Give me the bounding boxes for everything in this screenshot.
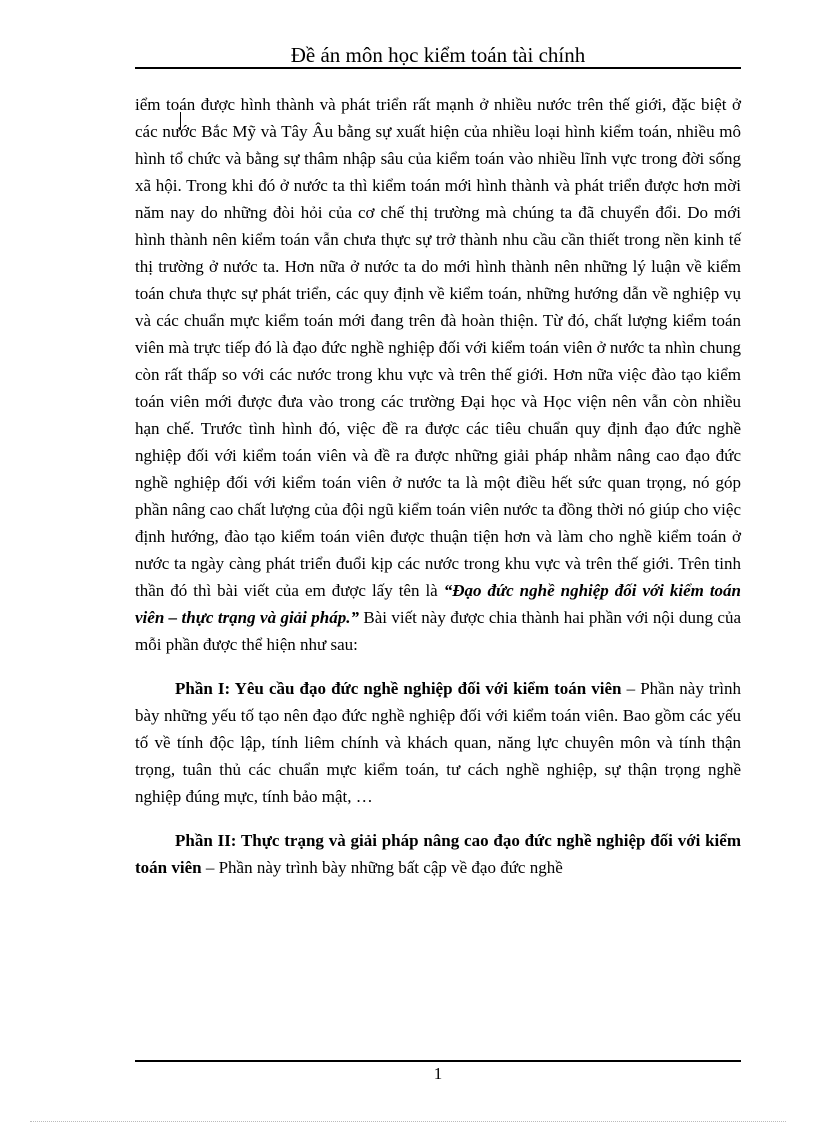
intro-text-end: Bài viết này được chia thành hai phần với nội dung của mỗi phần được thể hiện như sau: bbox=[135, 608, 741, 654]
paragraph-spacer bbox=[135, 810, 741, 827]
part2-paragraph bbox=[135, 827, 741, 881]
essay-title: “Đạo đức nghề nghiệp đối với kiểm toán viên – thực trạng và giải pháp.” bbox=[135, 581, 741, 627]
page-header-title: Đề án môn học kiểm toán tài chính bbox=[290, 43, 586, 67]
part1-heading: Phần I: Yêu cầu đạo đức nghề nghiệp đối với kiểm toán viên bbox=[175, 679, 622, 698]
intro-text: iểm toán được hình thành và phát triển rất mạnh ở nhiều nước trên thế giới, đặc biệt ở các nước Bắc Mỹ và Tây Âu bằng sự xuất hiện của nhiều loại hình kiểm toán, nhiều mô hình tổ chức và bằng sự thâm nhập sâu của kiểm toán vào nhiều lĩnh vực trong đời sống xã hội. Trong khi đó ở nước ta thì kiểm toán mới hình thành và phát triển được hơn mời năm nay do những đòi hỏi của cơ chế thị trường mà chúng ta đã chuyển đổi. Do mới hình thành nên kiểm toán vẫn chưa thực sự trở thành nhu cầu cần thiết trong nền kinh tế thị trường ở nước ta. Hơn nữa ở nước ta do mới hình thành nên những lý luận về kiểm toán chưa thực sự phát triển, các quy định về kiểm toán, những hướng dẫn về nghiệp vụ và các chuẩn mực kiểm toán mới đang trên đà hoàn thiện. Từ đó, chất lượng kiểm toán viên mà trực tiếp đó là đạo đức nghề nghiệp đối với kiểm toán viên ở nước ta nhìn chung còn rất thấp so với các nước trong khu vực và trên thế giới. Hơn nữa việc đào tạo kiểm toán viên mới được đưa vào trong các trường Đại học và Học viện nên vẫn còn nhiều hạn chế. Trước tình hình đó, việc đề ra được các tiêu chuẩn quy định đạo đức nghề nghiệp đối với kiểm toán viên và đề ra được những giải pháp nhằm nâng cao đạo đức nghề nghiệp đối với kiểm toán viên ở nước ta là một điều hết sức quan trọng, nó góp phần nâng cao chất lượng của đội ngũ kiểm toán viên nước ta đồng thời nó giúp cho việc định hướng, đào tạo kiểm toán viên được thuận tiện hơn và làm cho nghề kiểm toán ở nước ta ngày càng phát triển đuổi kịp các nước trong khu vực và trên thế giới. Trên tinh thần đó thì bài viết của em được lấy tên là bbox=[135, 95, 741, 600]
intro-paragraph bbox=[135, 91, 741, 658]
part2-text: – Phần này trình bày những bất cập về đạo đức nghề bbox=[205, 858, 563, 877]
part1-text: – Phần này trình bày những yếu tố tạo nên đạo đức nghề nghiệp đối với kiểm toán viên. Bao gồm các yếu tố về tính độc lập, tính liêm chính và khách quan, năng lực chuyên môn và tính thận trọng, tuân thủ các chuẩn mực kiểm toán, tư cách nghề nghiệp, sự thận trọng nghề nghiệp đúng mực, tính bảo mật, … bbox=[135, 679, 742, 806]
header-divider bbox=[135, 67, 741, 69]
page-number: 1 bbox=[433, 1064, 443, 1083]
document-body bbox=[135, 91, 741, 881]
paragraph-spacer bbox=[135, 658, 741, 675]
part1-paragraph bbox=[135, 675, 741, 810]
page-edge bbox=[30, 1121, 786, 1122]
footer-divider bbox=[135, 1060, 741, 1062]
part2-heading: Phần II: Thực trạng và giải pháp nâng cao đạo đức nghề nghiệp đối với kiểm toán viên bbox=[135, 831, 741, 877]
